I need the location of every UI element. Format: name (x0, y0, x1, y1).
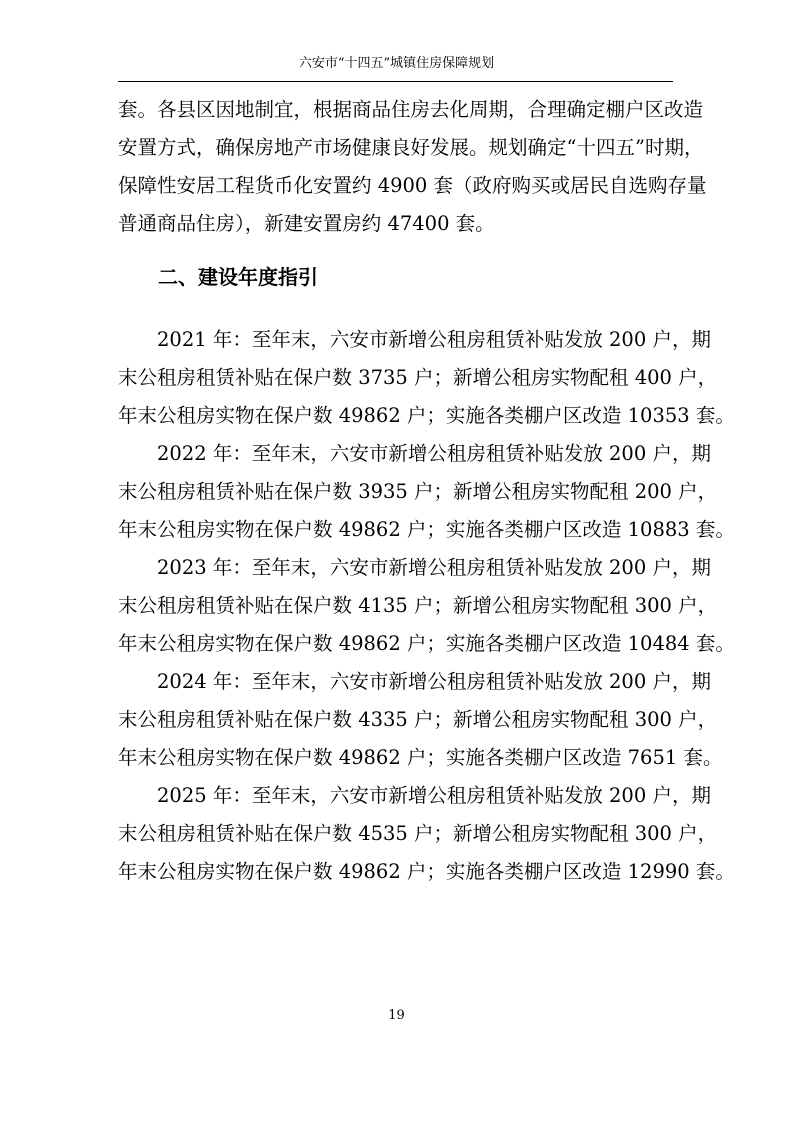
section-heading: 二、建设年度指引 (158, 265, 318, 289)
page-number: 19 (388, 1008, 405, 1023)
paragraph-line: 2024 年：至年末，六安市新增公租房租赁补贴发放 200 户，期 (157, 670, 711, 693)
paragraph-line: 年末公租房实物在保户数 49862 户；实施各类棚户区改造 7651 套。 (118, 746, 723, 769)
paragraph-line: 安置方式，确保房地产市场健康良好发展。规划确定“十四五”时期， (118, 136, 704, 159)
header-rule (118, 81, 673, 82)
paragraph-line: 2022 年：至年末，六安市新增公租房租赁补贴发放 200 户，期 (157, 442, 711, 465)
paragraph-line: 末公租房租赁补贴在保户数 4135 户；新增公租房实物配租 300 户， (118, 594, 718, 617)
paragraph-line: 2023 年：至年末，六安市新增公租房租赁补贴发放 200 户，期 (157, 556, 711, 579)
paragraph-line: 末公租房租赁补贴在保户数 4335 户；新增公租房实物配租 300 户， (118, 708, 718, 731)
paragraph-line: 末公租房租赁补贴在保户数 3935 户；新增公租房实物配租 200 户， (118, 480, 718, 503)
paragraph-line: 年末公租房实物在保户数 49862 户；实施各类棚户区改造 10883 套。 (118, 518, 735, 541)
paragraph-line: 保障性安居工程货币化安置约 4900 套（政府购买或居民自选购存量 (118, 174, 707, 197)
paragraph-line: 末公租房租赁补贴在保户数 3735 户；新增公租房实物配租 400 户， (118, 366, 718, 389)
paragraph-line: 年末公租房实物在保户数 49862 户；实施各类棚户区改造 12990 套。 (118, 860, 735, 883)
paragraph-line: 套。各县区因地制宜，根据商品住房去化周期，合理确定棚户区改造 (118, 98, 704, 121)
paragraph-line: 普通商品住房），新建安置房约 47400 套。 (118, 212, 495, 235)
paragraph-line: 年末公租房实物在保户数 49862 户；实施各类棚户区改造 10484 套。 (118, 632, 735, 655)
running-header: 六安市“十四五”城镇住房保障规划 (298, 56, 495, 71)
paragraph-line: 2021 年：至年末，六安市新增公租房租赁补贴发放 200 户，期 (157, 328, 711, 351)
paragraph-line: 末公租房租赁补贴在保户数 4535 户；新增公租房实物配租 300 户， (118, 822, 718, 845)
paragraph-line: 2025 年：至年末，六安市新增公租房租赁补贴发放 200 户，期 (157, 784, 711, 807)
paragraph-line: 年末公租房实物在保户数 49862 户；实施各类棚户区改造 10353 套。 (118, 404, 735, 427)
